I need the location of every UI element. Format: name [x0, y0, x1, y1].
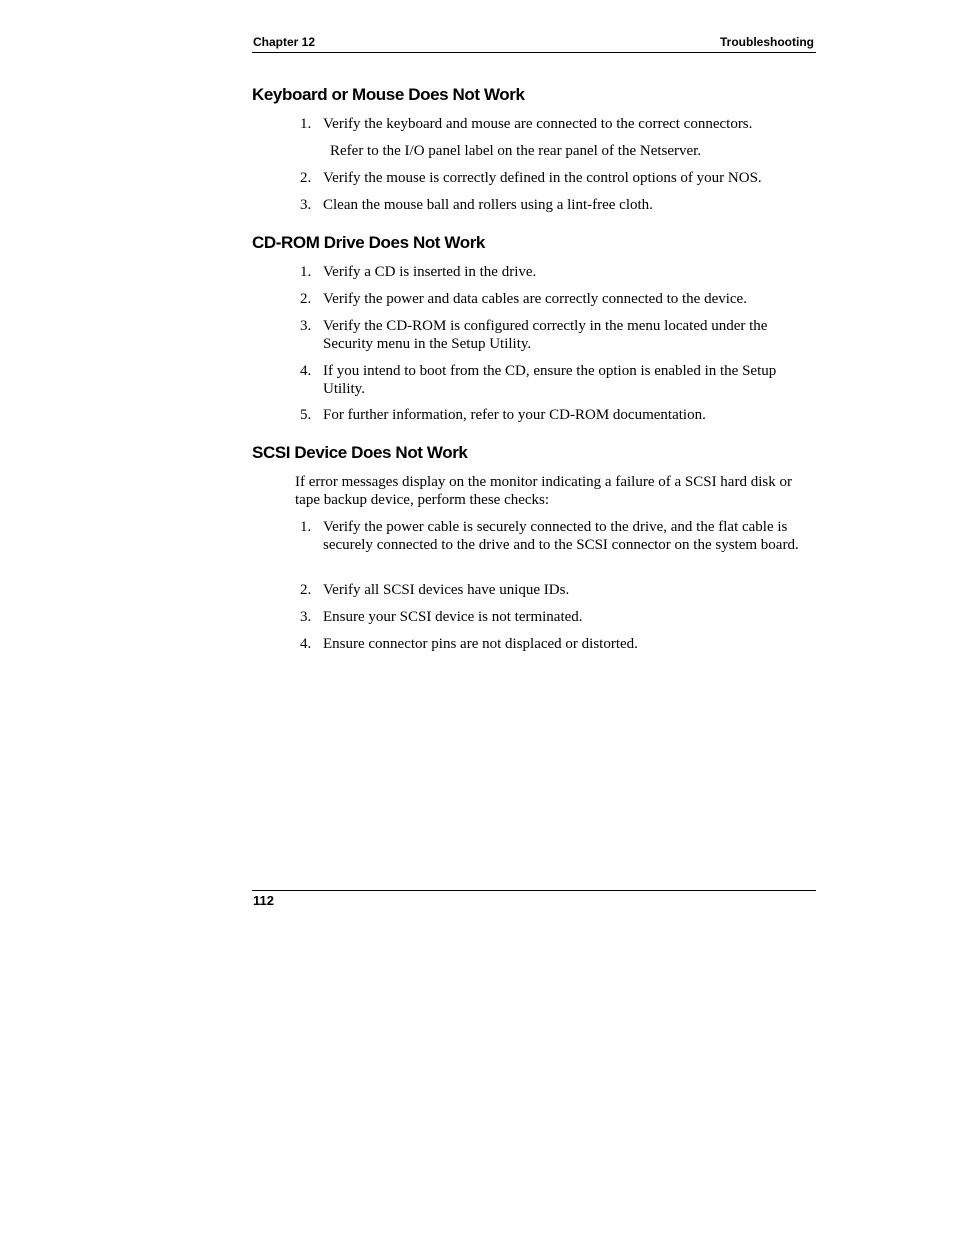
list-item-text: Verify the mouse is correctly defined in the control options of your NOS.: [323, 170, 762, 186]
list-item-text: For further information, refer to your CD-ROM documentation.: [323, 407, 706, 423]
list-item-number: 4.: [300, 363, 312, 379]
list-item: [300, 362, 800, 398]
list-item-number: 3.: [300, 197, 312, 213]
list-item-text: Ensure your SCSI device is not terminated.: [323, 609, 583, 625]
list-item: [300, 317, 790, 353]
page-header: [252, 34, 816, 53]
scsi-intro: If error messages display on the monitor indicating a failure of a SCSI hard disk or tape backup device, perform these checks:: [295, 474, 792, 508]
list-item-number: 2.: [300, 170, 312, 186]
list-item: [300, 635, 820, 653]
list-item: [300, 608, 820, 626]
chapter-title: Troubleshooting: [720, 35, 814, 49]
section-heading-cdrom: CD-ROM Drive Does Not Work: [252, 233, 485, 252]
list-item: [300, 263, 820, 281]
list-item-number: 3.: [300, 318, 312, 334]
list-item-text: Ensure connector pins are not displaced or distorted.: [323, 636, 638, 652]
list-item-text: Verify the power and data cables are correctly connected to the device.: [323, 291, 747, 307]
list-item-text: If you intend to boot from the CD, ensure the option is enabled in the Setup Utility.: [323, 363, 777, 397]
list-item-number: 1.: [300, 264, 312, 280]
list-item-number: 4.: [300, 636, 312, 652]
list-item: [300, 196, 820, 214]
page-footer: [252, 890, 816, 908]
list-item: [300, 169, 820, 187]
list-item-text: Clean the mouse ball and rollers using a lint-free cloth.: [323, 197, 653, 213]
list-item-text: Verify the power cable is securely connected to the drive, and the flat cable is securely connected to the drive and to the SCSI connector on the system board.: [323, 519, 799, 553]
list-item: [300, 518, 812, 554]
page-number: 112: [253, 893, 274, 908]
list-item: [300, 581, 820, 599]
list-item-text: Verify all SCSI devices have unique IDs.: [323, 582, 570, 598]
list-item-number: 2.: [300, 291, 312, 307]
list-item: [300, 115, 820, 133]
section-heading-scsi: SCSI Device Does Not Work: [252, 443, 468, 462]
list-item-text: Verify the keyboard and mouse are connected to the correct connectors.: [323, 116, 753, 132]
keyboard-mouse-note: Refer to the I/O panel label on the rear panel of the Netserver.: [330, 143, 702, 159]
list-item: [300, 290, 820, 308]
list-item-text: Verify the CD-ROM is configured correctly in the menu located under the Security menu in the Setup Utility.: [323, 318, 768, 352]
section-heading-keyboard-mouse: Keyboard or Mouse Does Not Work: [252, 85, 525, 104]
list-item-number: 2.: [300, 582, 312, 598]
list-item: [300, 406, 820, 424]
list-item-number: 3.: [300, 609, 312, 625]
chapter-label: Chapter 12: [253, 35, 316, 49]
list-item-number: 1.: [300, 116, 312, 132]
list-item-text: Verify a CD is inserted in the drive.: [323, 264, 537, 280]
list-item-number: 5.: [300, 407, 312, 423]
list-item-number: 1.: [300, 519, 312, 535]
